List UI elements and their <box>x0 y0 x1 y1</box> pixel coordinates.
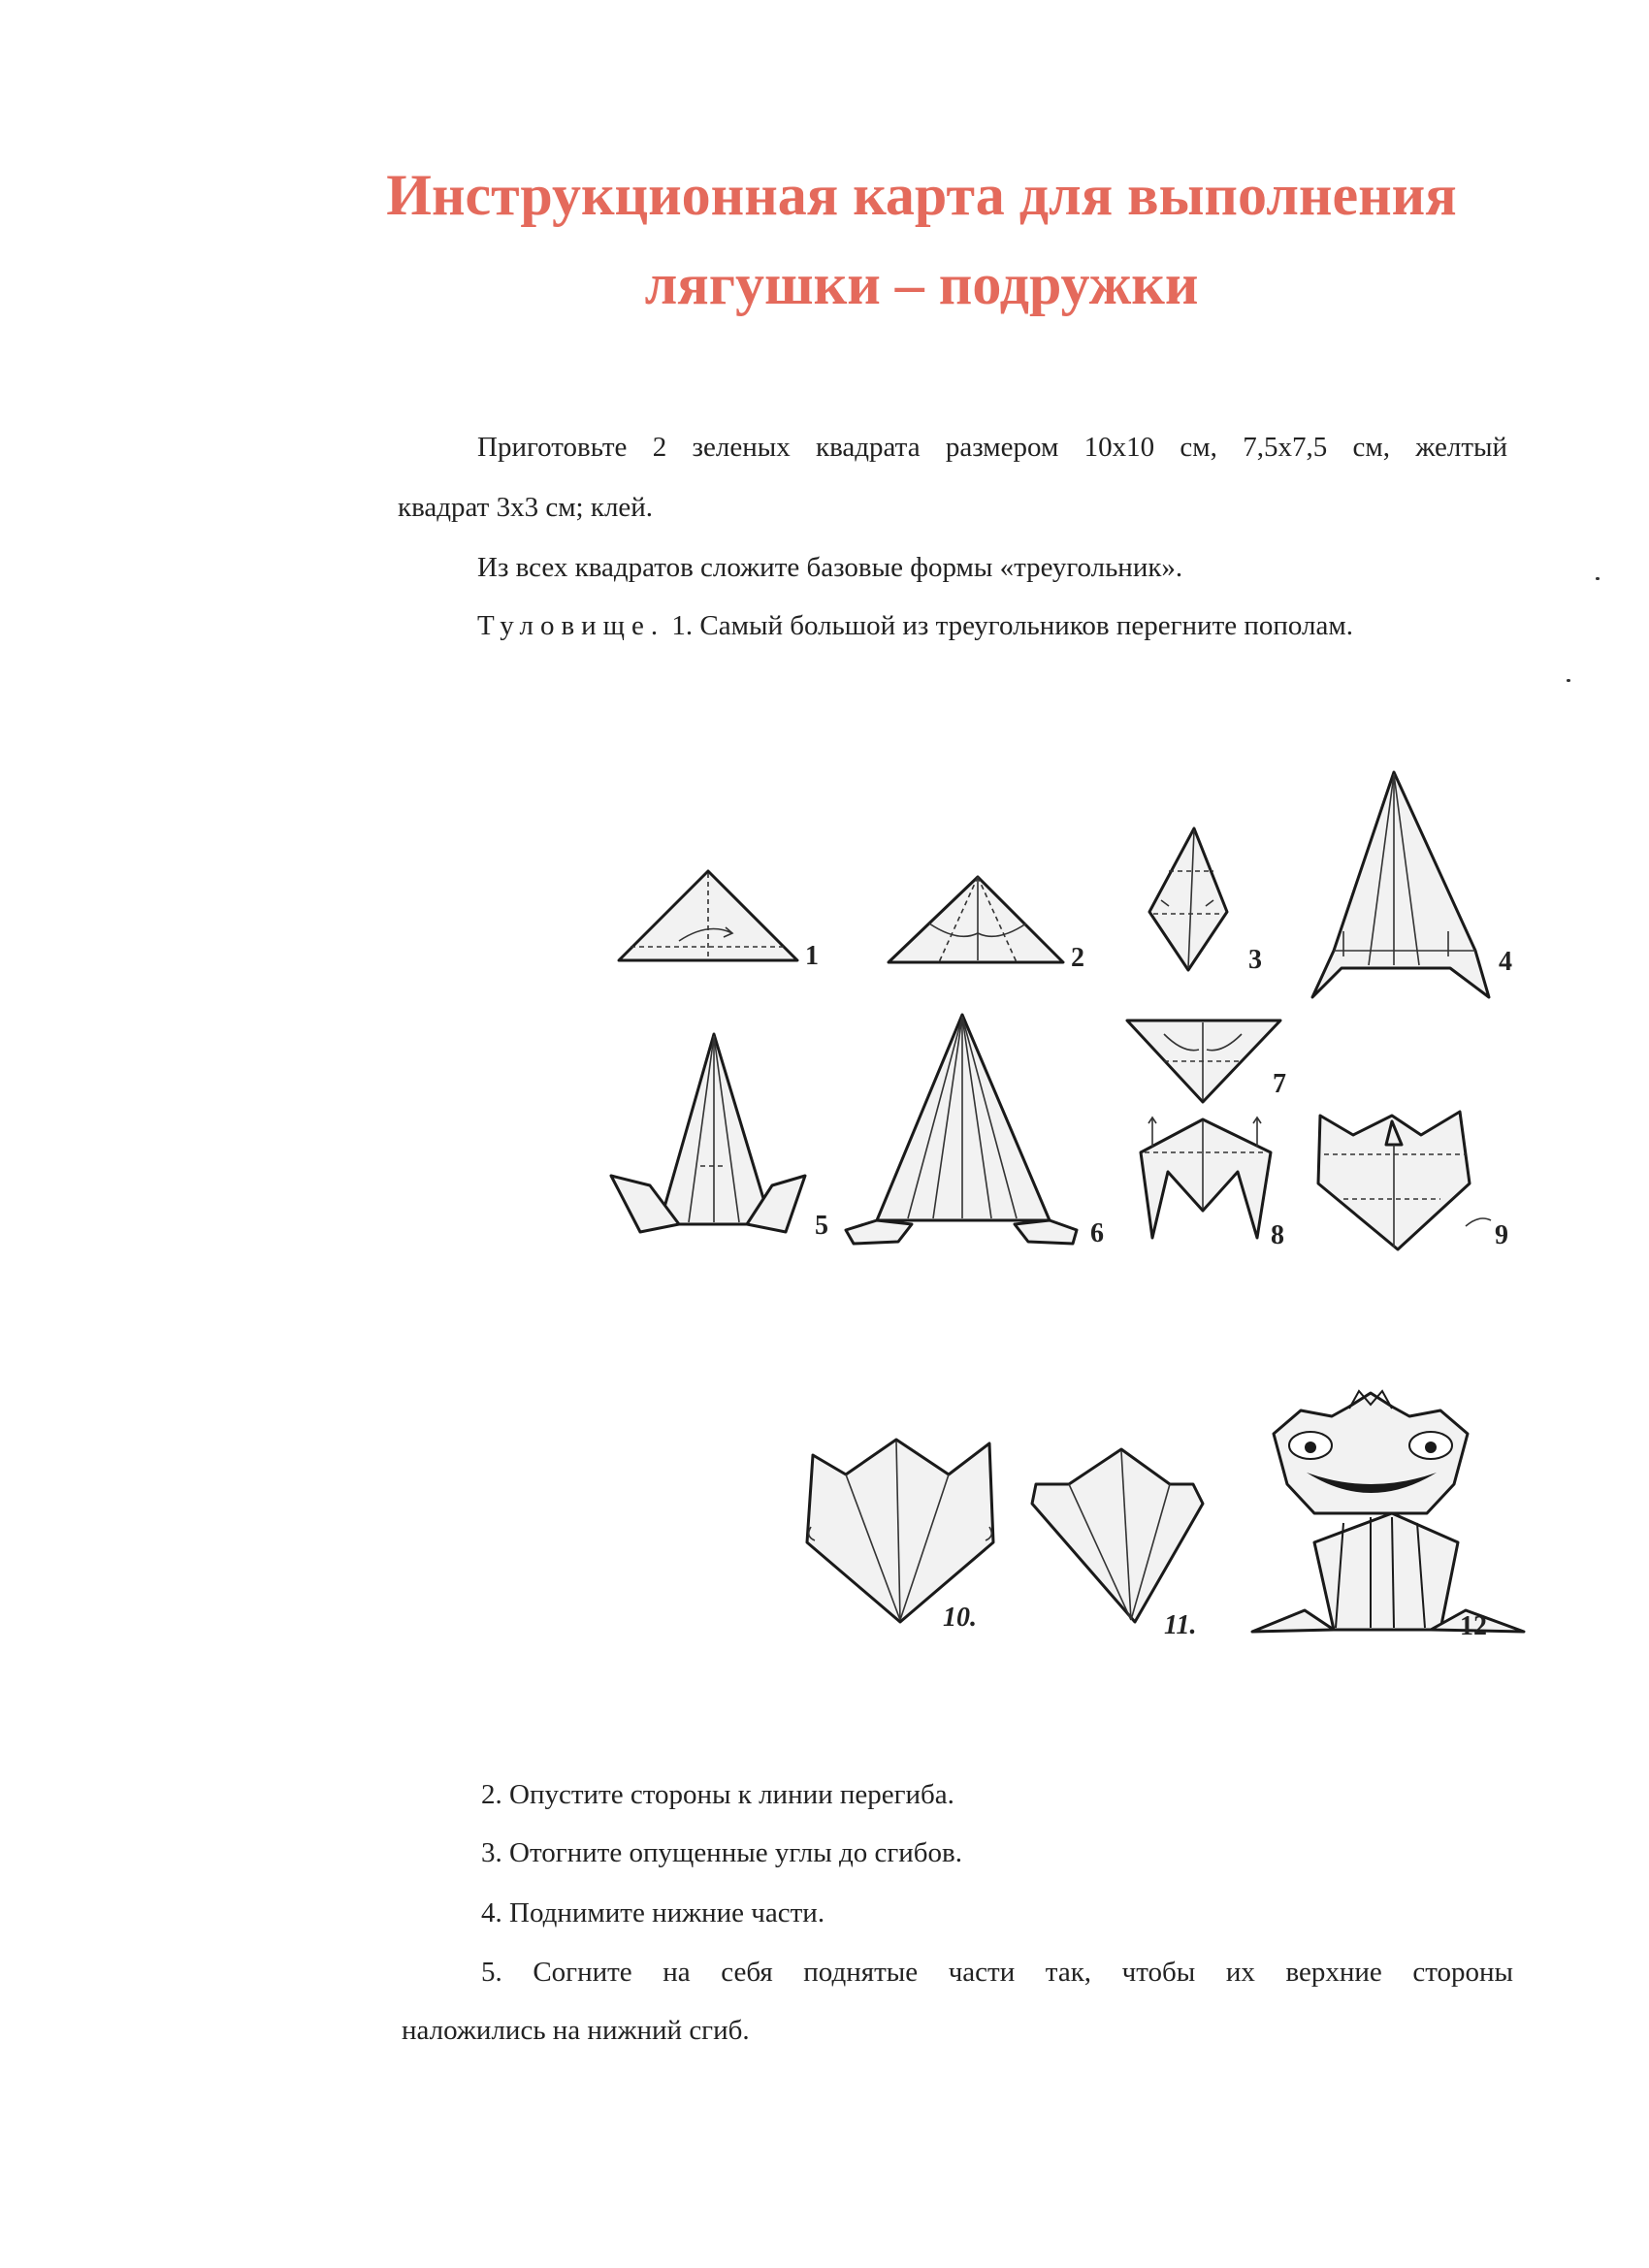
figure-9-diagram <box>1314 1106 1528 1251</box>
figure-2-diagram <box>881 865 1104 982</box>
figure-5-label: 5 <box>815 1211 828 1241</box>
step-3-text: 3. Отогните опущенные углы до сгибов. <box>481 1837 962 1868</box>
figure-10-label: 10. <box>943 1603 977 1633</box>
figure-1-diagram <box>611 863 834 980</box>
figure-3-diagram <box>1140 823 1276 978</box>
figure-4-label: 4 <box>1499 947 1512 977</box>
figure-1-label: 1 <box>805 941 819 971</box>
figure-2-label: 2 <box>1071 943 1084 973</box>
figure-12-diagram <box>1246 1387 1537 1649</box>
title-line-2: лягушки – подружки <box>644 252 1199 316</box>
figure-8-label: 8 <box>1271 1220 1284 1250</box>
step-2-text: 2. Опустите стороны к линии перегиба. <box>481 1779 954 1810</box>
figure-11-diagram <box>1028 1445 1222 1639</box>
step-5-text-line-2: наложились на нижний сгиб. <box>402 2015 750 2046</box>
figure-5-diagram <box>611 1030 844 1244</box>
figure-6-label: 6 <box>1090 1218 1104 1248</box>
figure-7-label: 7 <box>1273 1069 1286 1099</box>
body-step-1-paragraph <box>477 611 1353 640</box>
figure-4-diagram <box>1305 766 1537 999</box>
figure-3-label: 3 <box>1248 945 1262 975</box>
body-section-label: Туловище. <box>477 610 665 641</box>
figure-12-label: 12 <box>1460 1611 1487 1641</box>
figure-7-diagram <box>1125 1015 1300 1121</box>
step-5-text-line-1: 5. Согните на себя поднятые части так, чтобы их верхние стороны <box>481 1957 1513 1988</box>
figure-11-label: 11. <box>1164 1610 1197 1640</box>
step-4-text: 4. Поднимите нижние части. <box>481 1897 825 1928</box>
figure-10-diagram <box>803 1436 1026 1633</box>
page-title <box>291 150 1552 329</box>
materials-paragraph-line-2: квадрат 3х3 см; клей. <box>398 492 654 523</box>
materials-paragraph-line-1: Приготовьте 2 зеленых квадрата размером 10х10 см, 7,5х7,5 см, желтый <box>477 432 1507 463</box>
body-step-1-text: 1. Самый большой из треугольников перегните пополам. <box>664 610 1353 641</box>
scan-speck <box>1596 577 1600 580</box>
scan-speck <box>1567 679 1570 682</box>
figure-6-diagram <box>844 1009 1125 1251</box>
base-forms-paragraph: Из всех квадратов сложите базовые формы «треугольник». <box>477 552 1183 583</box>
title-line-1: Инструкционная карта для выполнения <box>386 163 1457 227</box>
figure-9-label: 9 <box>1495 1220 1508 1250</box>
figure-8-diagram <box>1135 1114 1300 1249</box>
